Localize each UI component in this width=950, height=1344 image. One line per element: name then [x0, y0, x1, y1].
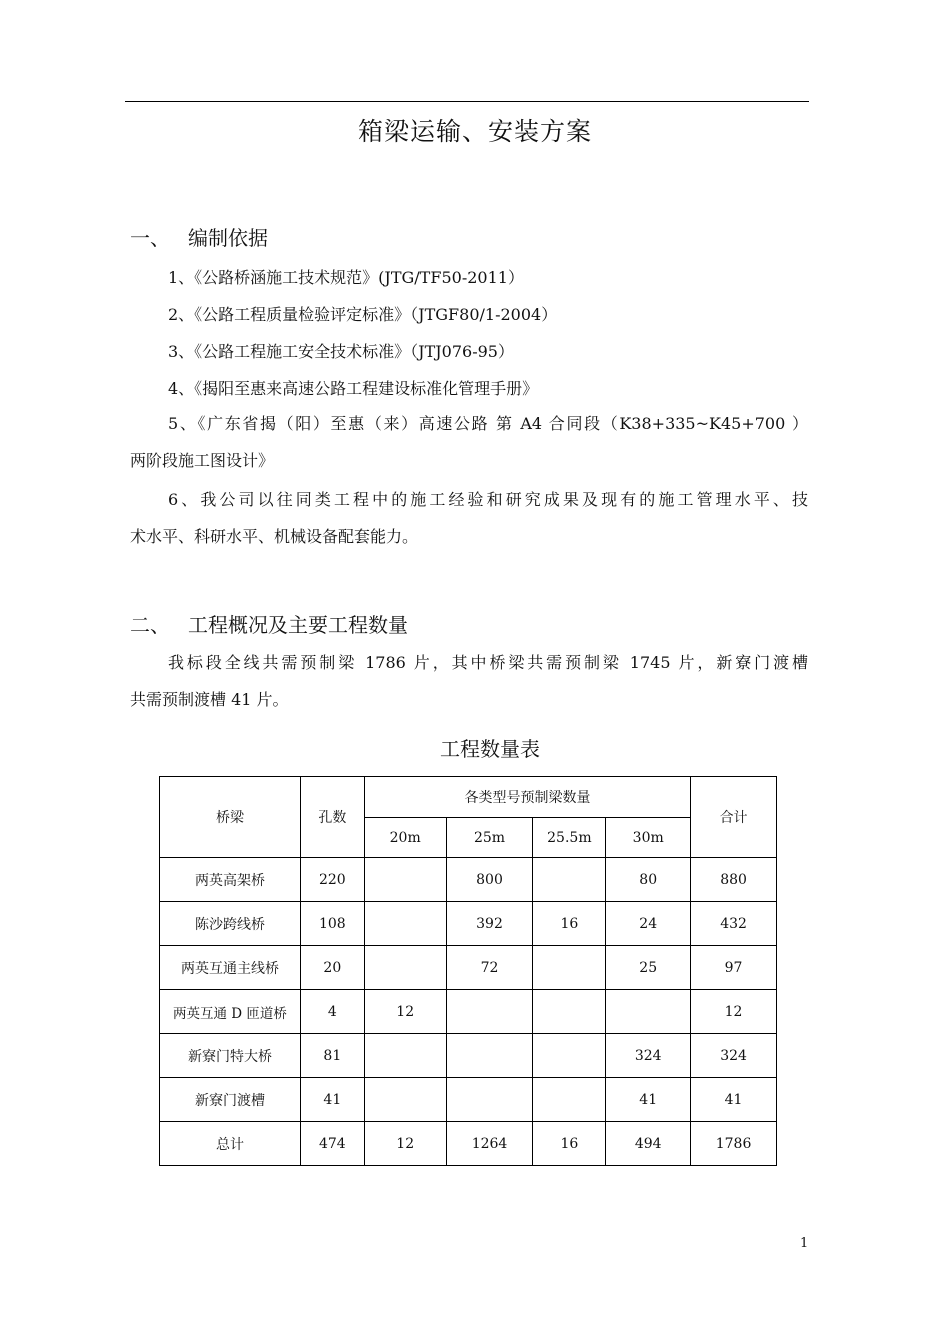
cell-25-5m: 16	[533, 902, 606, 946]
cell-25m	[446, 1034, 533, 1078]
table-title: 工程数量表	[440, 737, 540, 761]
header-rule	[125, 101, 809, 102]
table-row	[160, 1078, 777, 1122]
table-row	[160, 946, 777, 990]
header-type-30m: 30m	[606, 818, 691, 858]
quantity-table	[159, 776, 777, 1166]
cell-20m	[364, 902, 446, 946]
cell-30m	[606, 990, 691, 1034]
cell-30m: 24	[606, 902, 691, 946]
reference-item-5-line-1: 5、《广东省揭（阳）至惠（来）高速公路 第 A4 合同段（K38+335~K45+700 ）	[168, 414, 808, 433]
cell-holes: 41	[300, 1078, 364, 1122]
cell-total: 41	[691, 1078, 777, 1122]
cell-20m	[364, 946, 446, 990]
cell-30m: 25	[606, 946, 691, 990]
header-type-25m: 25m	[446, 818, 533, 858]
cell-25-5m	[533, 990, 606, 1034]
cell-25m	[446, 990, 533, 1034]
cell-20m	[364, 1034, 446, 1078]
header-types-group: 各类型号预制梁数量	[364, 777, 690, 818]
section-2-number: 二、	[130, 613, 170, 637]
section-1-title: 编制依据	[188, 226, 268, 250]
reference-item-6-line-2: 术水平、科研水平、机械设备配套能力。	[130, 527, 419, 546]
reference-item-6	[130, 481, 808, 555]
cell-20m	[364, 1078, 446, 1122]
overview-paragraph	[130, 644, 808, 718]
header-bridge: 桥梁	[160, 777, 301, 858]
cell-total: 432	[691, 902, 777, 946]
reference-item-4: 4、《揭阳至惠来高速公路工程建设标准化管理手册》	[168, 379, 539, 398]
cell-30m: 80	[606, 858, 691, 902]
header-total: 合计	[691, 777, 777, 858]
cell-total: 1786	[691, 1122, 777, 1166]
cell-holes: 81	[300, 1034, 364, 1078]
cell-25-5m	[533, 946, 606, 990]
cell-bridge: 陈沙跨线桥	[160, 902, 301, 946]
cell-25-5m: 16	[533, 1122, 606, 1166]
cell-25m	[446, 1078, 533, 1122]
table-row	[160, 858, 777, 902]
section-2-heading	[130, 609, 408, 638]
cell-30m: 494	[606, 1122, 691, 1166]
cell-bridge: 新寮门特大桥	[160, 1034, 301, 1078]
cell-bridge: 新寮门渡槽	[160, 1078, 301, 1122]
section-2-title: 工程概况及主要工程数量	[188, 613, 408, 637]
overview-line-1: 我标段全线共需预制梁 1786 片，其中桥梁共需预制梁 1745 片，新寮门渡槽	[168, 653, 808, 672]
reference-item-5	[130, 405, 808, 479]
overview-line-2: 共需预制渡槽 41 片。	[130, 690, 289, 709]
table-total-row	[160, 1122, 777, 1166]
reference-item-2: 2、《公路工程质量检验评定标准》（JTGF80/1-2004）	[168, 305, 558, 324]
cell-bridge: 总计	[160, 1122, 301, 1166]
cell-25-5m	[533, 858, 606, 902]
reference-item-6-line-1: 6、我公司以往同类工程中的施工经验和研究成果及现有的施工管理水平、技	[168, 490, 808, 509]
cell-25m: 1264	[446, 1122, 533, 1166]
section-1-heading	[130, 222, 268, 251]
cell-25m: 392	[446, 902, 533, 946]
cell-holes: 4	[300, 990, 364, 1034]
header-holes: 孔数	[300, 777, 364, 858]
section-1-number: 一、	[130, 226, 170, 250]
cell-25-5m	[533, 1078, 606, 1122]
cell-holes: 220	[300, 858, 364, 902]
table-row	[160, 902, 777, 946]
cell-bridge: 两英互通 D 匝道桥	[160, 990, 301, 1034]
cell-30m: 41	[606, 1078, 691, 1122]
cell-25m: 72	[446, 946, 533, 990]
cell-total: 97	[691, 946, 777, 990]
cell-total: 324	[691, 1034, 777, 1078]
table-row	[160, 990, 777, 1034]
cell-holes: 474	[300, 1122, 364, 1166]
header-type-20m: 20m	[364, 818, 446, 858]
cell-bridge: 两英高架桥	[160, 858, 301, 902]
table-header-row	[160, 777, 777, 818]
cell-holes: 108	[300, 902, 364, 946]
cell-20m: 12	[364, 1122, 446, 1166]
reference-item-5-line-2: 两阶段施工图设计》	[130, 451, 275, 470]
cell-25m: 800	[446, 858, 533, 902]
cell-20m: 12	[364, 990, 446, 1034]
page-number: 1	[800, 1236, 809, 1251]
reference-item-3: 3、《公路工程施工安全技术标准》（JTJ076-95）	[168, 342, 514, 361]
cell-holes: 20	[300, 946, 364, 990]
table-row	[160, 1034, 777, 1078]
reference-item-1: 1、《公路桥涵施工技术规范》(JTG/TF50-2011）	[168, 268, 524, 287]
cell-total: 12	[691, 990, 777, 1034]
cell-bridge: 两英互通主线桥	[160, 946, 301, 990]
document-title: 箱梁运输、安装方案	[357, 117, 592, 146]
header-type-25-5m: 25.5m	[533, 818, 606, 858]
cell-total: 880	[691, 858, 777, 902]
cell-25-5m	[533, 1034, 606, 1078]
cell-30m: 324	[606, 1034, 691, 1078]
cell-20m	[364, 858, 446, 902]
